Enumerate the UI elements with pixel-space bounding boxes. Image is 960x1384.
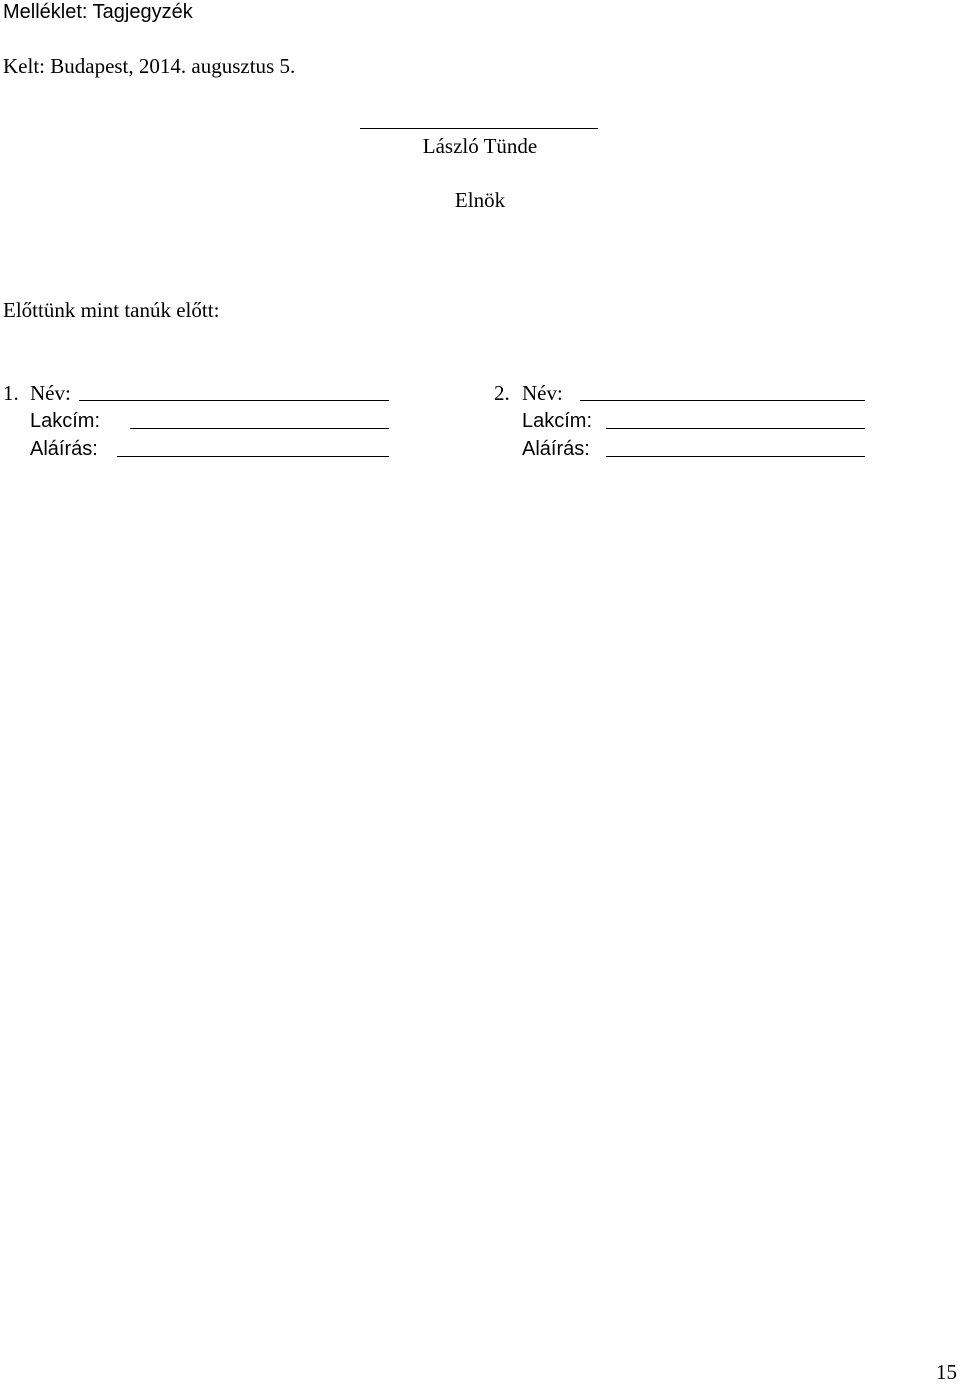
witness-address-line (606, 428, 865, 429)
signer-title: Elnök (454, 188, 506, 212)
witness-number: 2. (494, 381, 510, 405)
witness-signature-label: Aláírás: (30, 438, 98, 460)
witness-address-line (130, 428, 389, 429)
witness-address-label: Lakcím: (522, 410, 593, 432)
witness-address-label: Lakcím: (30, 410, 101, 432)
witness-signature-label: Aláírás: (522, 438, 590, 460)
witness-name-label: Név: (522, 381, 563, 405)
witness-number: 1. (3, 381, 19, 405)
witness-intro: Előttünk mint tanúk előtt: (3, 298, 220, 322)
witness-signature-line (117, 456, 389, 457)
signer-name: László Tünde (422, 134, 538, 158)
attachment-label: Melléklet: Tagjegyzék (3, 1, 193, 23)
signer-signature-line (360, 128, 598, 129)
page-number: 15 (936, 1360, 957, 1384)
witness-name-line (580, 400, 865, 401)
witness-signature-line (606, 456, 865, 457)
date-place-line: Kelt: Budapest, 2014. augusztus 5. (3, 54, 296, 78)
witness-name-line (79, 400, 389, 401)
witness-name-label: Név: (30, 381, 71, 405)
